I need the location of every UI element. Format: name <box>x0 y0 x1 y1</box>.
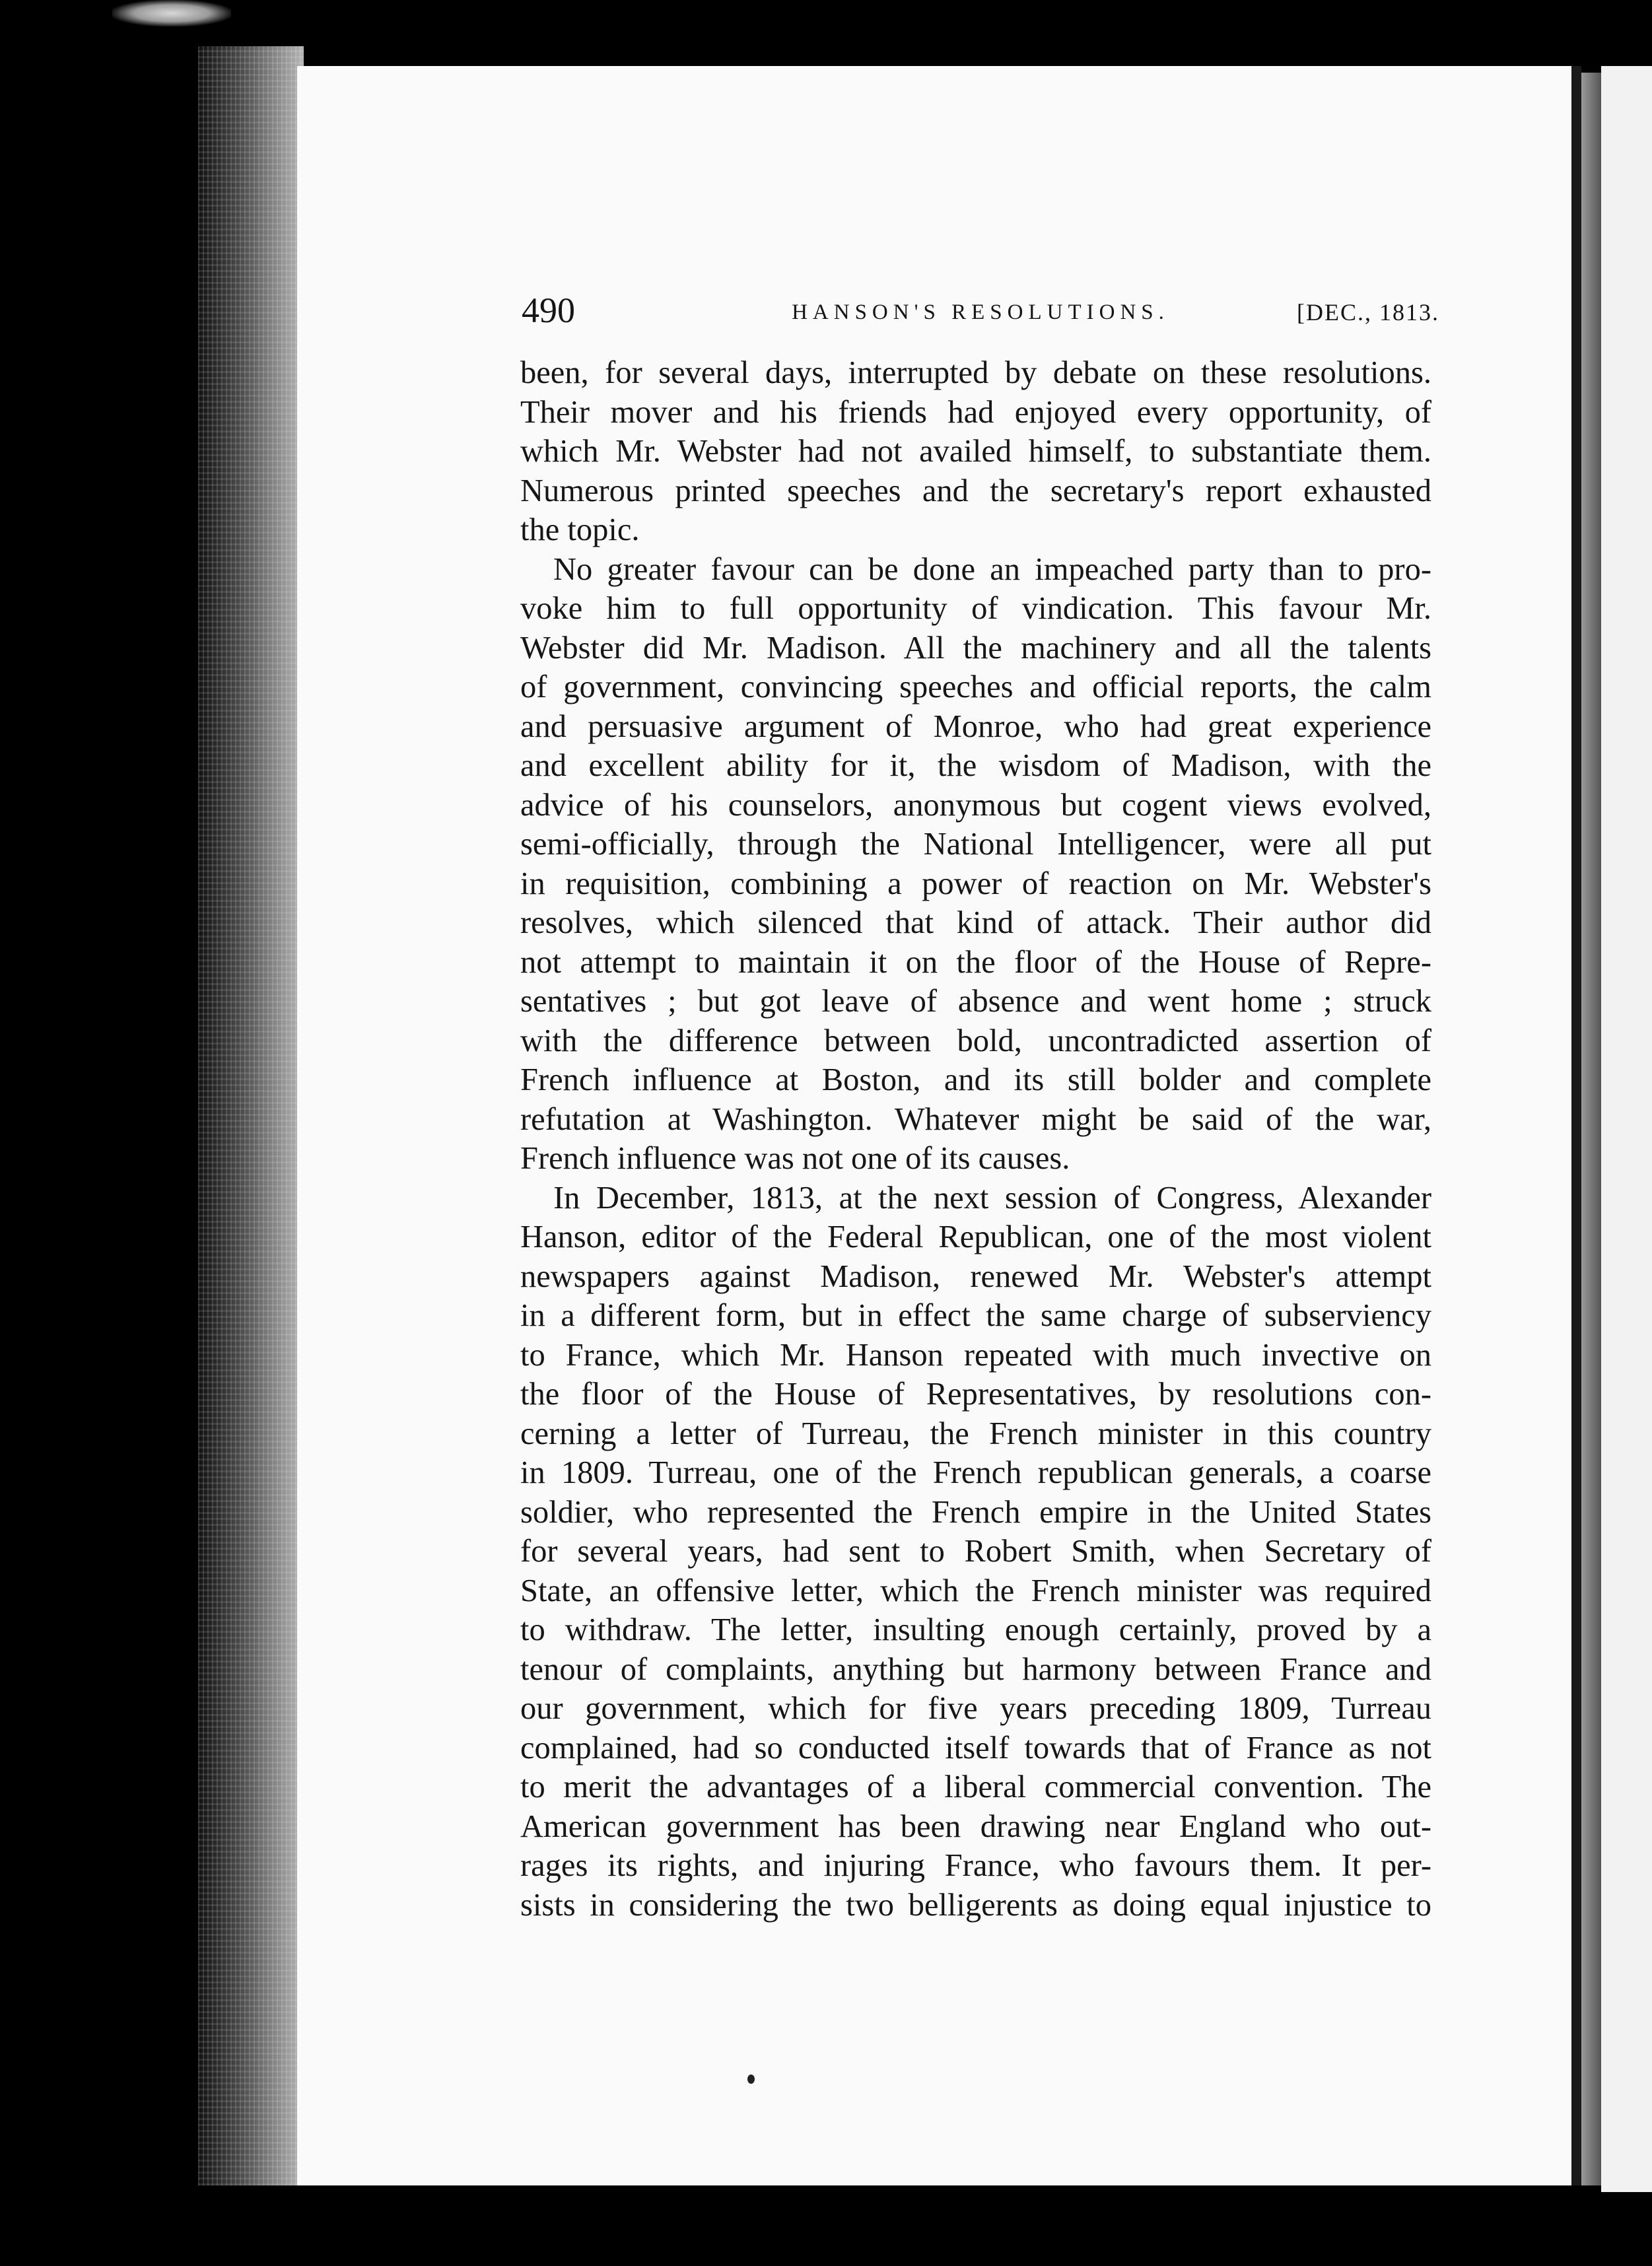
text-line: complained, had so conducted itself towards that of France as not <box>520 1730 1431 1766</box>
text-line: rages its rights, and injuring France, who favours them. It per- <box>520 1848 1431 1883</box>
text-line: resolves, which silenced that kind of attack. Their author did <box>520 905 1431 940</box>
page-number: 490 <box>522 291 575 330</box>
text-line: American government has been drawing near England who out- <box>520 1808 1431 1844</box>
gutter-shadow <box>1571 66 1581 2185</box>
paragraph-start-line: In December, 1813, at the next session of Congress, Alexander <box>553 1180 1431 1216</box>
text-line: newspapers against Madison, renewed Mr. Webster's attempt <box>520 1258 1431 1294</box>
body-text <box>520 353 1431 1925</box>
paragraph-start-line: No greater favour can be done an impeached party than to pro- <box>553 551 1431 587</box>
book-page-edges <box>198 46 304 2185</box>
text-line: soldier, who represented the French empire in the United States <box>520 1494 1431 1530</box>
text-line: French influence at Boston, and its still bolder and complete <box>520 1062 1431 1097</box>
running-title: HANSON'S RESOLUTIONS. <box>792 300 1169 324</box>
text-line: in 1809. Turreau, one of the French republican generals, a coarse <box>520 1455 1431 1490</box>
text-line: Hanson, editor of the Federal Republican, one of the most violent <box>520 1219 1431 1254</box>
text-line: cerning a letter of Turreau, the French minister in this country <box>520 1416 1431 1451</box>
text-line: and excellent ability for it, the wisdom of Madison, with the <box>520 748 1431 783</box>
text-line: semi-officially, through the National Intelligencer, were all put <box>520 827 1431 862</box>
text-line: to France, which Mr. Hanson repeated with much invective on <box>520 1337 1431 1373</box>
facing-page <box>1601 66 1652 2192</box>
text-line: for several years, had sent to Robert Smith, when Secretary of <box>520 1534 1431 1569</box>
text-line: in a different form, but in effect the same charge of subserviency <box>520 1298 1431 1333</box>
text-line: our government, which for five years preceding 1809, Turreau <box>520 1691 1431 1726</box>
text-line: advice of his counselors, anonymous but cogent views evolved, <box>520 787 1431 823</box>
facing-page-edge <box>1581 73 1601 2185</box>
text-line: the floor of the House of Representatives, by resolutions con- <box>520 1377 1431 1412</box>
text-line: sists in considering the two belligerents as doing equal injustice to <box>520 1887 1431 1923</box>
text-line: voke him to full opportunity of vindication. This favour Mr. <box>520 591 1431 626</box>
text-line: to withdraw. The letter, insulting enough certainly, proved by a <box>520 1612 1431 1647</box>
text-line: Webster did Mr. Madison. All the machinery and all the talents <box>520 630 1431 666</box>
text-line: refutation at Washington. Whatever might be said of the war, <box>520 1101 1431 1137</box>
text-line: to merit the advantages of a liberal commercial convention. The <box>520 1769 1431 1804</box>
running-header <box>522 291 1439 330</box>
text-line: not attempt to maintain it on the floor of the House of Repre- <box>520 944 1431 980</box>
text-line: and persuasive argument of Monroe, who had great experience <box>520 708 1431 744</box>
text-line: tenour of complaints, anything but harmony between France and <box>520 1651 1431 1687</box>
text-line: sentatives ; but got leave of absence and went home ; struck <box>520 984 1431 1019</box>
text-line: with the difference between bold, uncontradicted assertion of <box>520 1023 1431 1058</box>
text-line: the topic. <box>520 512 640 547</box>
text-line: been, for several days, interrupted by debate on these resolutions. <box>520 355 1431 390</box>
text-line: of government, convincing speeches and official reports, the calm <box>520 670 1431 704</box>
text-line: in requisition, combining a power of reaction on Mr. Webster's <box>520 866 1431 901</box>
header-date: [DEC., 1813. <box>1297 299 1439 326</box>
text-line: which Mr. Webster had not availed himself, to substantiate them. <box>520 434 1431 469</box>
text-line: Numerous printed speeches and the secretary's report exhausted <box>520 473 1431 508</box>
text-line: State, an offensive letter, which the French minister was required <box>520 1573 1431 1608</box>
text-line: French influence was not one of its causes. <box>520 1141 1070 1176</box>
text-line: Their mover and his friends had enjoyed every opportunity, of <box>520 394 1431 430</box>
ink-speck <box>747 2075 755 2084</box>
corner-blot <box>112 0 231 26</box>
